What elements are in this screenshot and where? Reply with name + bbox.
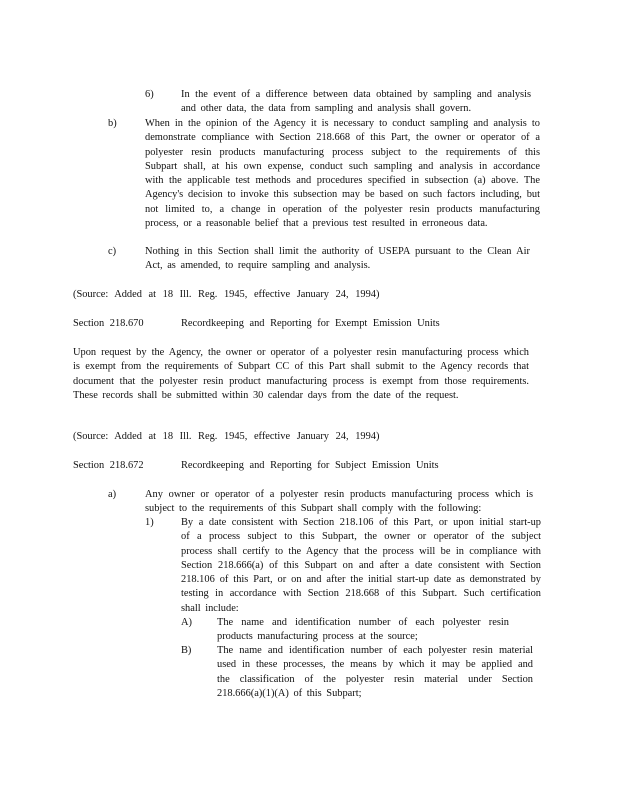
source-note: (Source: Added at 18 Ill. Reg. 1945, effective January 24, 1994) (73, 289, 380, 300)
section-title: Recordkeeping and Reporting for Exempt Emission Units (181, 318, 440, 329)
item-6-text: In the event of a difference between data obtained by sampling and analysis and other data, the data from sampling and analysis shall govern. (181, 89, 531, 115)
section-body: Upon request by the Agency, the owner or operator of a polyester resin manufacturing process which is exempt from the requirements of Subpart CC of this Part shall submit to the Agency records that document that the polyester resin product manufacturing process is exempt from those requirements. These records shall be submitted within 30 calendar days from the date of the request. (73, 347, 529, 401)
section-heading (73, 317, 533, 332)
item-1-text: By a date consistent with Section 218.106 of this Part, or upon initial start-up of a process subject to this Subpart, the owner or operator of the subject process shall certify to the Agency that the process will be in compliance with Section 218.666(a) of this Subpart on and after a date consistent with Section 218.106 of this Part, or on and after the initial start-up date as demonstrated by testing in accordance with Section 218.668 of this Subpart. Such certification shall include: (181, 517, 541, 614)
item-b-text: When in the opinion of the Agency it is necessary to conduct sampling and analysis to demonstrate compliance with Section 218.668 of this Part, the owner or operator of a polyester resin products manufacturing process subject to the requirements of this Subpart shall, at his own expense, conduct such sampling and analysis in accordance with the applicable test methods and procedures specified in subsection (a) above. The Agency's decision to invoke this subsection may be based on such factors including, but not limited to, a change in operation of the polyester resin products manufacturing process, or a reasonable belief that a previous test resulted in erroneous data. (145, 118, 540, 230)
section-number: Section 218.672 (73, 460, 144, 471)
item-c-label: c) (108, 246, 117, 257)
item-a-label: a) (108, 489, 117, 500)
item-c-text: Nothing in this Section shall limit the authority of USEPA pursuant to the Clean Air Act, as amended, to require sampling and analysis. (145, 246, 530, 272)
item-B-label: B) (181, 645, 192, 656)
item-b-label: b) (108, 118, 117, 129)
item-A-text: The name and identification number of each polyester resin products manufacturing process at the source; (217, 617, 509, 643)
item-B-text: The name and identification number of each polyester resin material used in these processes, the means by which it may be applied and the classification of the polyester resin material under Section 218.666(a)(1)(A) of this Subpart; (217, 645, 533, 699)
item-6-label: 6) (145, 89, 154, 100)
section-number: Section 218.670 (73, 318, 144, 329)
item-1-label: 1) (145, 517, 154, 528)
source-note: (Source: Added at 18 Ill. Reg. 1945, effective January 24, 1994) (73, 431, 380, 442)
item-a-text: Any owner or operator of a polyester resin products manufacturing process which is subject to the requirements of this Subpart shall comply with the following: (145, 489, 533, 515)
section-heading (73, 459, 533, 474)
section-title: Recordkeeping and Reporting for Subject Emission Units (181, 460, 439, 471)
item-A-label: A) (181, 617, 192, 628)
